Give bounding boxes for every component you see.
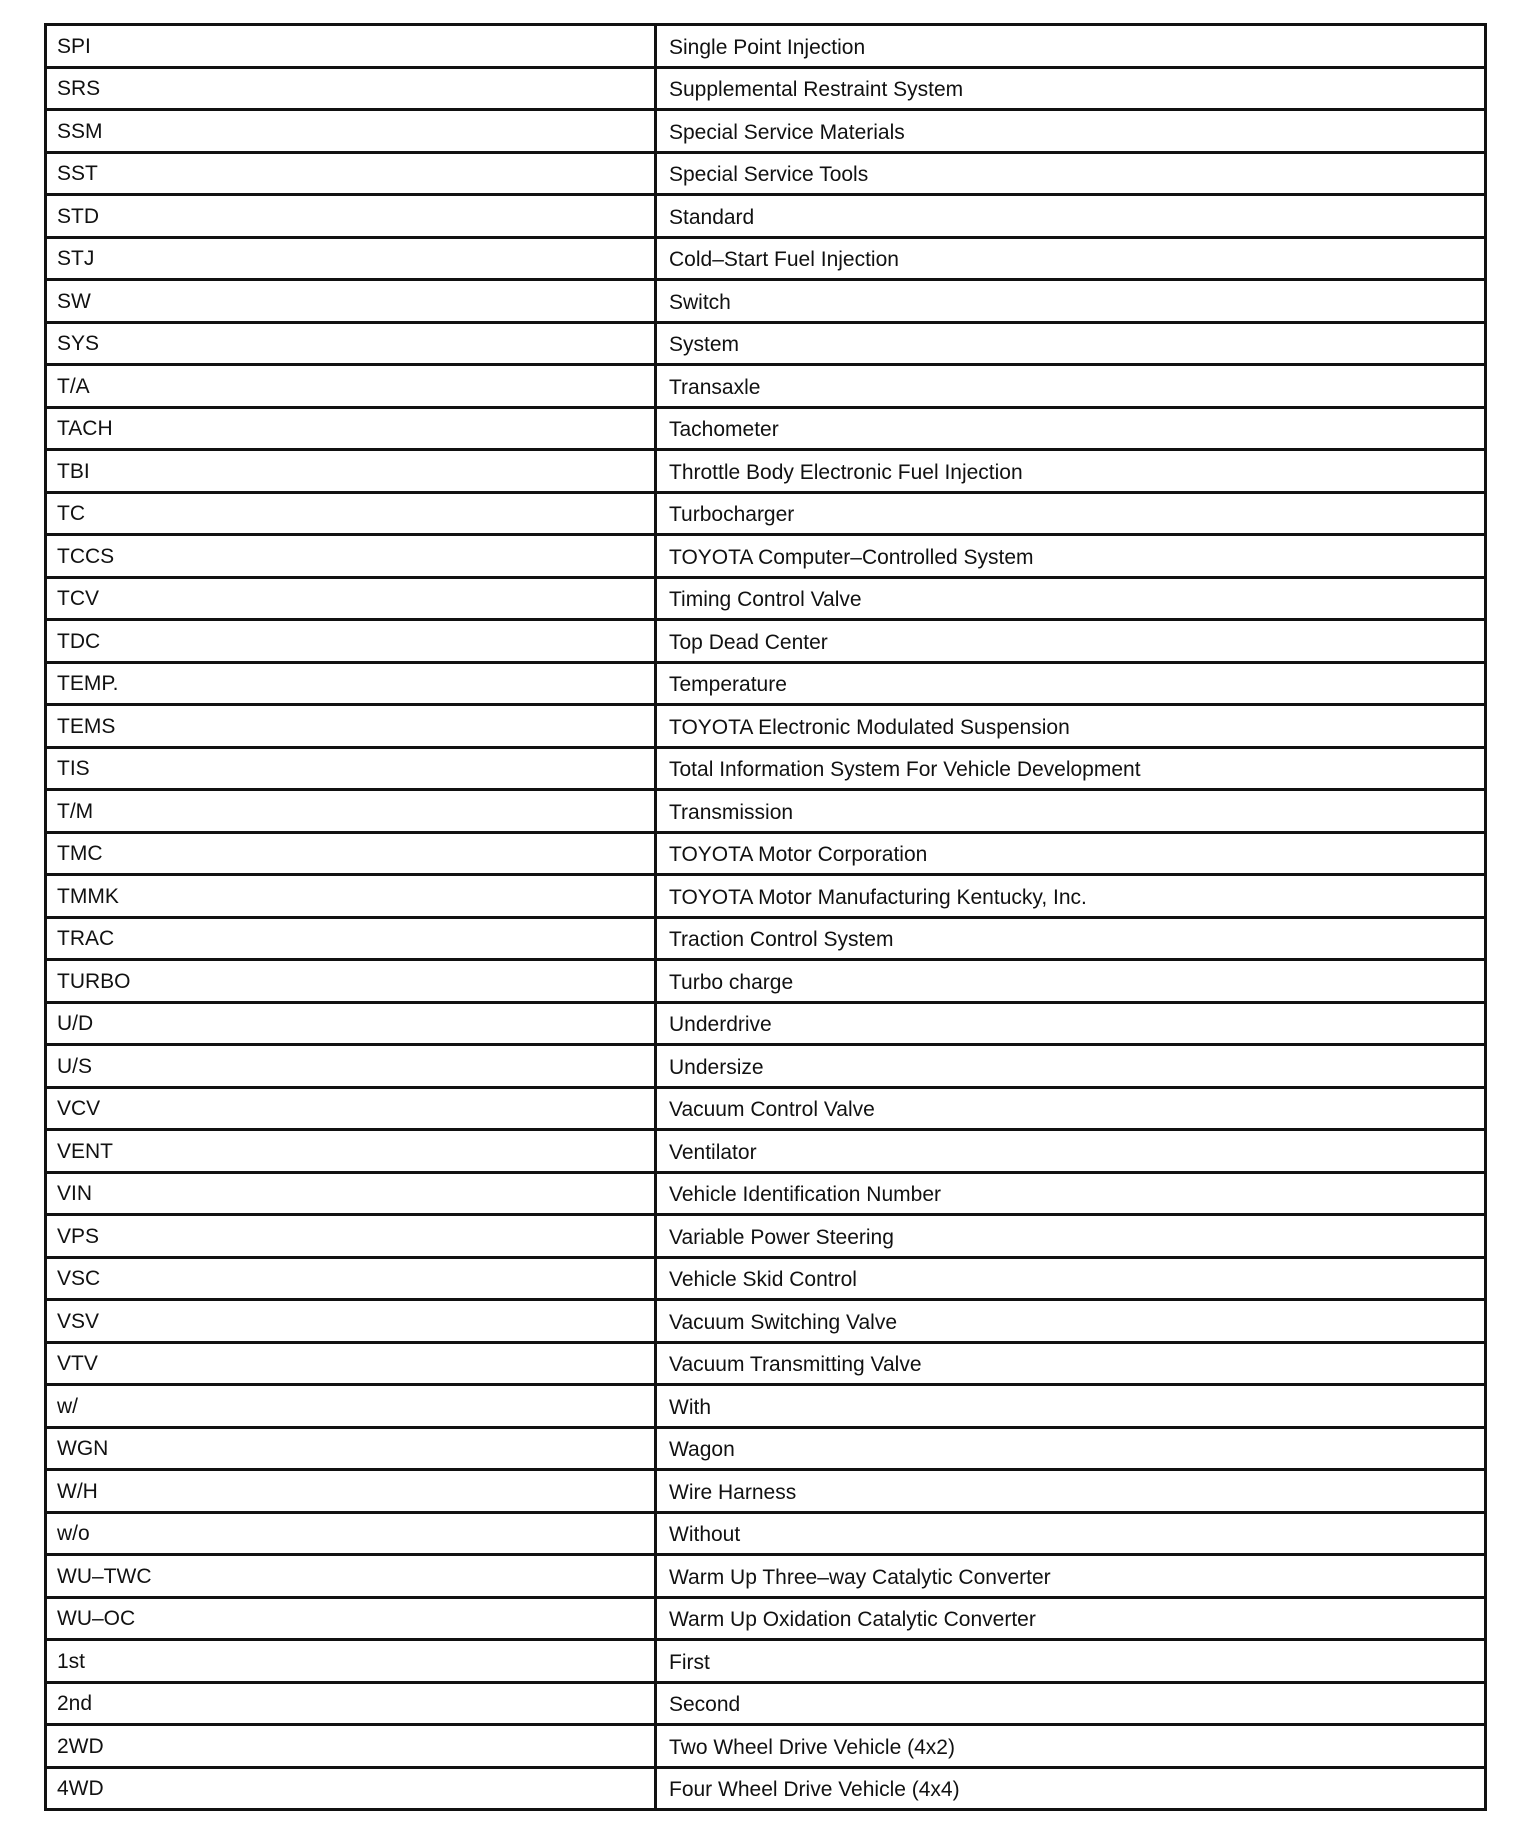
table-row: [46, 365, 1486, 408]
table-row: [46, 280, 1486, 323]
table-row: [46, 620, 1486, 663]
abbreviation-cell: SPI: [46, 25, 656, 68]
abbreviation-cell: TIS: [46, 747, 656, 790]
abbreviation-cell: TCCS: [46, 535, 656, 578]
table-row: [46, 960, 1486, 1003]
meaning-cell: Transaxle: [656, 365, 1486, 408]
table-row: [46, 1512, 1486, 1555]
abbreviation-cell: WGN: [46, 1427, 656, 1470]
abbreviation-cell: STD: [46, 195, 656, 238]
table-row: [46, 25, 1486, 68]
meaning-cell: Two Wheel Drive Vehicle (4x2): [656, 1725, 1486, 1768]
abbreviation-cell: TEMP.: [46, 662, 656, 705]
table-row: [46, 875, 1486, 918]
abbreviation-cell: TMC: [46, 832, 656, 875]
meaning-cell: Timing Control Valve: [656, 577, 1486, 620]
meaning-cell: Undersize: [656, 1045, 1486, 1088]
meaning-cell: First: [656, 1640, 1486, 1683]
table-row: [46, 195, 1486, 238]
meaning-cell: System: [656, 322, 1486, 365]
abbreviation-cell: SSM: [46, 110, 656, 153]
meaning-cell: Four Wheel Drive Vehicle (4x4): [656, 1767, 1486, 1810]
meaning-cell: Without: [656, 1512, 1486, 1555]
meaning-cell: Vehicle Skid Control: [656, 1257, 1486, 1300]
meaning-cell: Vacuum Transmitting Valve: [656, 1342, 1486, 1385]
meaning-cell: Vacuum Control Valve: [656, 1087, 1486, 1130]
abbreviation-cell: TCV: [46, 577, 656, 620]
meaning-cell: TOYOTA Motor Corporation: [656, 832, 1486, 875]
meaning-cell: TOYOTA Electronic Modulated Suspension: [656, 705, 1486, 748]
table-row: [46, 705, 1486, 748]
meaning-cell: Standard: [656, 195, 1486, 238]
meaning-cell: Variable Power Steering: [656, 1215, 1486, 1258]
table-row: [46, 1087, 1486, 1130]
meaning-cell: Traction Control System: [656, 917, 1486, 960]
meaning-cell: Switch: [656, 280, 1486, 323]
table-row: [46, 67, 1486, 110]
table-row: [46, 1767, 1486, 1810]
table-row: [46, 1555, 1486, 1598]
abbreviation-cell: W/H: [46, 1470, 656, 1513]
abbreviation-cell: STJ: [46, 237, 656, 280]
table-row: [46, 1385, 1486, 1428]
meaning-cell: Ventilator: [656, 1130, 1486, 1173]
table-row: [46, 790, 1486, 833]
meaning-cell: With: [656, 1385, 1486, 1428]
abbreviation-cell: VIN: [46, 1172, 656, 1215]
abbreviation-cell: SRS: [46, 67, 656, 110]
meaning-cell: Wagon: [656, 1427, 1486, 1470]
table-row: [46, 1640, 1486, 1683]
table-row: [46, 1682, 1486, 1725]
abbreviation-cell: VSC: [46, 1257, 656, 1300]
table-row: [46, 237, 1486, 280]
abbreviation-cell: TURBO: [46, 960, 656, 1003]
abbreviation-cell: T/M: [46, 790, 656, 833]
meaning-cell: Tachometer: [656, 407, 1486, 450]
table-row: [46, 1725, 1486, 1768]
table-row: [46, 110, 1486, 153]
abbreviation-cell: TACH: [46, 407, 656, 450]
meaning-cell: Transmission: [656, 790, 1486, 833]
table-row: [46, 1257, 1486, 1300]
table-row: [46, 1215, 1486, 1258]
abbreviation-cell: TBI: [46, 450, 656, 493]
abbreviation-cell: VPS: [46, 1215, 656, 1258]
meaning-cell: Wire Harness: [656, 1470, 1486, 1513]
abbreviation-cell: TMMK: [46, 875, 656, 918]
abbreviation-cell: VENT: [46, 1130, 656, 1173]
meaning-cell: Turbocharger: [656, 492, 1486, 535]
table-row: [46, 1470, 1486, 1513]
meaning-cell: Warm Up Oxidation Catalytic Converter: [656, 1597, 1486, 1640]
table-row: [46, 917, 1486, 960]
table-row: [46, 832, 1486, 875]
abbreviation-cell: w/: [46, 1385, 656, 1428]
meaning-cell: Supplemental Restraint System: [656, 67, 1486, 110]
abbreviation-cell: U/D: [46, 1002, 656, 1045]
table-row: [46, 535, 1486, 578]
abbreviation-cell: VCV: [46, 1087, 656, 1130]
table-row: [46, 492, 1486, 535]
table-row: [46, 1045, 1486, 1088]
abbreviation-cell: TEMS: [46, 705, 656, 748]
abbreviation-table: [44, 23, 1487, 1811]
table-row: [46, 1130, 1486, 1173]
table-row: [46, 747, 1486, 790]
abbreviation-cell: WU–OC: [46, 1597, 656, 1640]
meaning-cell: Warm Up Three–way Catalytic Converter: [656, 1555, 1486, 1598]
abbreviation-cell: VTV: [46, 1342, 656, 1385]
meaning-cell: Vehicle Identification Number: [656, 1172, 1486, 1215]
table-row: [46, 1597, 1486, 1640]
meaning-cell: Total Information System For Vehicle Development: [656, 747, 1486, 790]
table-row: [46, 407, 1486, 450]
abbreviation-cell: 4WD: [46, 1767, 656, 1810]
abbreviation-cell: U/S: [46, 1045, 656, 1088]
abbreviation-cell: TDC: [46, 620, 656, 663]
meaning-cell: TOYOTA Motor Manufacturing Kentucky, Inc.: [656, 875, 1486, 918]
table-row: [46, 1427, 1486, 1470]
meaning-cell: Throttle Body Electronic Fuel Injection: [656, 450, 1486, 493]
table-row: [46, 152, 1486, 195]
table-row: [46, 1342, 1486, 1385]
abbreviation-cell: 2nd: [46, 1682, 656, 1725]
abbreviation-cell: TC: [46, 492, 656, 535]
meaning-cell: Turbo charge: [656, 960, 1486, 1003]
abbreviation-cell: VSV: [46, 1300, 656, 1343]
abbreviation-cell: WU–TWC: [46, 1555, 656, 1598]
meaning-cell: Underdrive: [656, 1002, 1486, 1045]
table-row: [46, 450, 1486, 493]
table-row: [46, 322, 1486, 365]
meaning-cell: Second: [656, 1682, 1486, 1725]
meaning-cell: Single Point Injection: [656, 25, 1486, 68]
meaning-cell: Vacuum Switching Valve: [656, 1300, 1486, 1343]
table-row: [46, 662, 1486, 705]
abbreviation-table-body: [46, 25, 1486, 1810]
meaning-cell: Cold–Start Fuel Injection: [656, 237, 1486, 280]
meaning-cell: Special Service Materials: [656, 110, 1486, 153]
abbreviation-cell: w/o: [46, 1512, 656, 1555]
meaning-cell: TOYOTA Computer–Controlled System: [656, 535, 1486, 578]
abbreviation-cell: SST: [46, 152, 656, 195]
abbreviation-cell: SYS: [46, 322, 656, 365]
table-row: [46, 577, 1486, 620]
abbreviation-cell: 1st: [46, 1640, 656, 1683]
meaning-cell: Temperature: [656, 662, 1486, 705]
abbreviation-cell: SW: [46, 280, 656, 323]
table-row: [46, 1002, 1486, 1045]
abbreviation-cell: TRAC: [46, 917, 656, 960]
meaning-cell: Top Dead Center: [656, 620, 1486, 663]
abbreviation-cell: T/A: [46, 365, 656, 408]
table-row: [46, 1300, 1486, 1343]
table-row: [46, 1172, 1486, 1215]
abbreviation-cell: 2WD: [46, 1725, 656, 1768]
meaning-cell: Special Service Tools: [656, 152, 1486, 195]
